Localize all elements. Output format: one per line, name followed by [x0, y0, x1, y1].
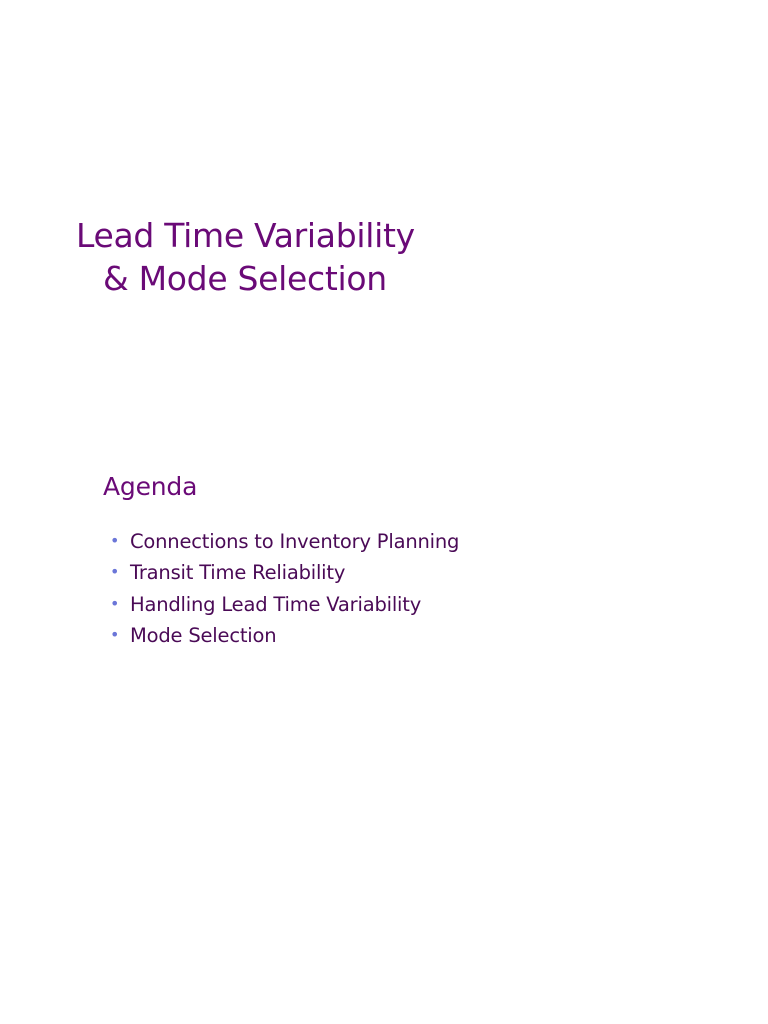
- agenda-item-label: Mode Selection: [130, 623, 277, 647]
- agenda-item-label: Handling Lead Time Variability: [130, 592, 422, 616]
- agenda-heading: Agenda: [103, 472, 198, 501]
- agenda-list: [110, 528, 459, 653]
- agenda-item-label: Transit Time Reliability: [130, 561, 346, 585]
- bullet-icon: •: [110, 624, 120, 644]
- agenda-item: [110, 591, 459, 622]
- slide-title: [76, 214, 415, 300]
- bullet-icon: •: [110, 562, 120, 582]
- agenda-item: [110, 622, 459, 653]
- bullet-icon: •: [110, 593, 120, 613]
- agenda-item: [110, 528, 459, 559]
- agenda-item-label: Connections to Inventory Planning: [130, 530, 460, 553]
- slide-title-line-2: & Mode Selection: [103, 259, 387, 298]
- bullet-icon: •: [110, 531, 120, 550]
- slide-title-line-1: Lead Time Variability: [76, 216, 415, 255]
- agenda-item: [110, 559, 459, 590]
